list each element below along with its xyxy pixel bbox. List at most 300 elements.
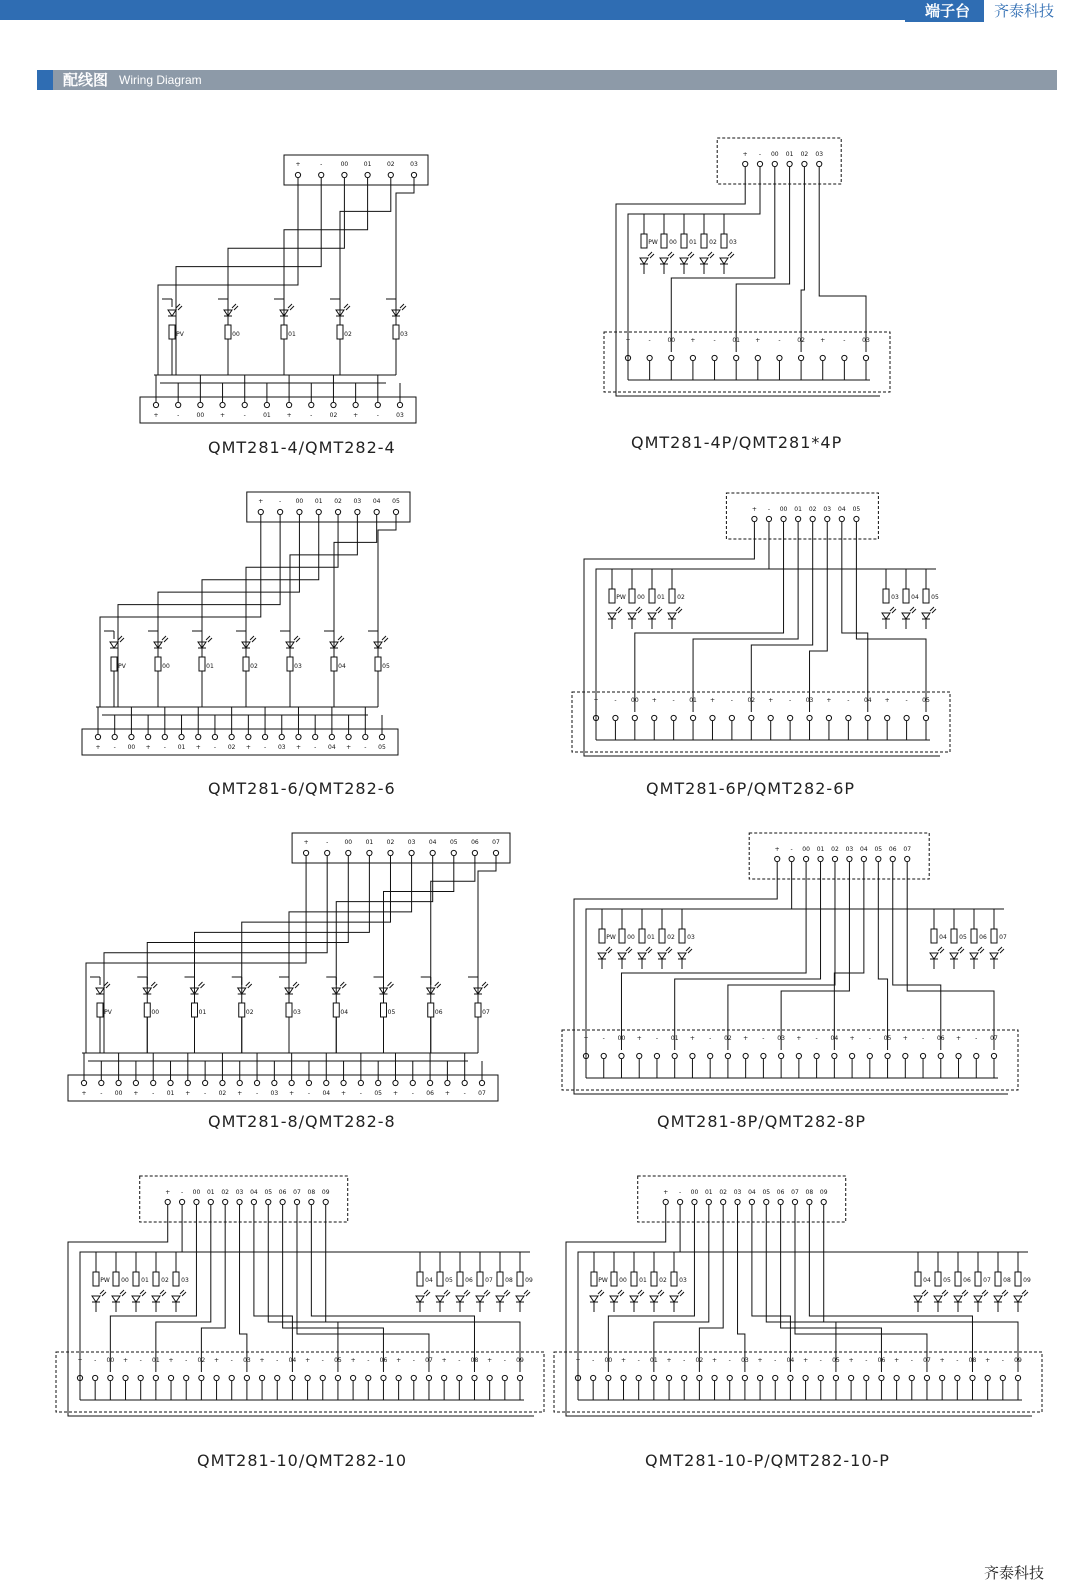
resistor-label: 00 <box>619 1277 627 1284</box>
branch-label: 03 <box>294 663 302 670</box>
led-arrow <box>504 1290 508 1294</box>
led-arrow <box>290 306 294 310</box>
led-arrow <box>160 1290 164 1294</box>
terminal-screw <box>818 1375 823 1380</box>
terminal-screw <box>81 1080 86 1085</box>
resistor <box>1015 1272 1021 1286</box>
terminal-screw <box>825 516 830 521</box>
terminal-screw <box>272 1080 277 1085</box>
terminal-screw <box>286 402 291 407</box>
led-arrow <box>388 982 392 986</box>
terminal-screw <box>636 1375 641 1380</box>
header-company: 齐泰科技 <box>984 0 1066 22</box>
resistor-label: 05 <box>445 1277 453 1284</box>
resistor-label: 06 <box>465 1277 473 1284</box>
terminal-screw <box>591 1375 596 1380</box>
routed-wire <box>289 856 412 1053</box>
signal-wire <box>752 1205 791 1372</box>
lower-pin-label: + <box>743 1035 749 1042</box>
led-arrow <box>162 636 166 640</box>
resistor-label: 05 <box>943 1277 951 1284</box>
bottom-pin-label: 02 <box>218 1090 227 1097</box>
terminal-screw <box>242 402 247 407</box>
led-diode <box>590 1296 598 1302</box>
terminal-screw <box>974 1053 979 1058</box>
top-pin-label: 02 <box>221 1189 229 1196</box>
terminal-screw <box>229 734 234 739</box>
led-diode <box>172 1296 180 1302</box>
led-diode <box>628 613 636 619</box>
terminal-screw <box>632 715 637 720</box>
bottom-pin-label: - <box>213 744 217 751</box>
bottom-pin-label: - <box>463 1090 466 1097</box>
lower-pin-label: 03 <box>243 1357 251 1364</box>
led-diode <box>974 1296 982 1302</box>
terminal-screw <box>244 1375 249 1380</box>
led-diode <box>914 1296 922 1302</box>
led-diode <box>110 642 118 648</box>
top-pin-label: + <box>774 846 780 853</box>
led-arrow <box>206 636 210 640</box>
led-arrow <box>400 304 404 308</box>
terminal-screw <box>351 1375 356 1380</box>
led-diode <box>648 613 656 619</box>
terminal-screw <box>867 1053 872 1058</box>
led-arrow <box>295 984 299 988</box>
led-arrow <box>668 252 672 256</box>
bottom-terminal-strip <box>140 397 416 423</box>
resistor <box>243 657 249 671</box>
bottom-pin-label: + <box>133 1090 139 1097</box>
led-arrow <box>678 1290 682 1294</box>
terminal-screw <box>619 1053 624 1058</box>
terminal-screw <box>817 161 822 166</box>
signal-wire <box>297 1205 429 1372</box>
led-arrow <box>710 254 714 258</box>
led-arrow <box>464 1290 468 1294</box>
bottom-pin-label: 06 <box>426 1090 434 1097</box>
terminal-screw <box>198 402 203 407</box>
led-arrow <box>435 982 439 986</box>
bottom-pin-label: + <box>286 412 292 419</box>
section-title-cn: 配线图 <box>63 71 109 89</box>
resistor-label: 02 <box>659 1277 667 1284</box>
top-pin-label: - <box>326 839 329 846</box>
lower-pin-label: 07 <box>923 1357 931 1364</box>
signal-wire <box>856 522 926 712</box>
bottom-pin-label: 02 <box>329 412 338 419</box>
routed-wire <box>290 515 357 707</box>
terminal-screw <box>621 1375 626 1380</box>
terminal-screw <box>757 1375 762 1380</box>
terminal-screw <box>194 1199 199 1204</box>
signal-wire <box>283 1205 384 1372</box>
resistor <box>375 657 381 671</box>
lower-pin-label: - <box>139 1357 142 1364</box>
terminal-screw <box>721 1199 726 1204</box>
lower-pin-label: 03 <box>777 1035 785 1042</box>
bottom-pin-label: - <box>177 412 180 419</box>
led-arrow <box>382 636 386 640</box>
resistor <box>333 1003 339 1017</box>
diagram-qmt281-10-p <box>554 1176 1048 1420</box>
resistor-label: 01 <box>689 239 697 246</box>
terminal-screw <box>259 1375 264 1380</box>
terminal-screw <box>262 734 267 739</box>
terminal-screw <box>814 1053 819 1058</box>
lower-pin-label: + <box>902 1035 908 1042</box>
led-diode <box>1014 1296 1022 1302</box>
terminal-screw <box>309 1199 314 1204</box>
terminal-screw <box>153 1375 158 1380</box>
terminal-screw <box>708 1053 713 1058</box>
lower-pin-label: + <box>214 1357 220 1364</box>
resistor <box>437 1272 443 1286</box>
terminal-screw <box>710 715 715 720</box>
resistor-label: 04 <box>939 934 947 941</box>
led-arrow <box>122 1292 126 1296</box>
terminal-screw <box>305 1375 310 1380</box>
led-arrow <box>482 982 486 986</box>
terminal-screw <box>798 355 803 360</box>
top-pin-label: 03 <box>845 846 854 853</box>
top-pin-label: 00 <box>344 839 353 846</box>
terminal-screw <box>297 509 302 514</box>
terminal-screw <box>690 1053 695 1058</box>
led-arrow <box>960 949 964 953</box>
bottom-terminal-strip <box>82 729 398 755</box>
terminal-screw <box>956 1053 961 1058</box>
bottom-pin-label: - <box>307 1090 311 1097</box>
lower-pin-label: + <box>593 697 599 704</box>
branch-label: 04 <box>340 1009 349 1016</box>
top-terminal-block <box>284 155 428 185</box>
led-arrow <box>424 1290 428 1294</box>
signal-wire <box>675 862 821 1050</box>
led-arrow <box>402 306 406 310</box>
terminal-screw <box>99 1080 104 1085</box>
terminal-screw <box>671 715 676 720</box>
resistor <box>681 234 687 248</box>
terminal-screw <box>237 1199 242 1204</box>
diagram-qmt281-8p <box>562 833 1024 1098</box>
return-wire <box>616 167 880 396</box>
led-arrow <box>234 306 238 310</box>
bottom-pin-label: 07 <box>478 1090 486 1097</box>
led-arrow <box>524 1290 528 1294</box>
top-pin-label: 04 <box>250 1189 258 1196</box>
resistor-label: 02 <box>667 934 675 941</box>
resistor <box>639 929 645 943</box>
led-arrow <box>998 947 1002 951</box>
resistor-label: PW <box>598 1277 608 1284</box>
led-diode <box>970 953 978 959</box>
led-arrow <box>982 1290 986 1294</box>
terminal-screw <box>876 856 881 861</box>
led-diode <box>950 953 958 959</box>
top-pin-label: 01 <box>365 839 374 846</box>
terminal-screw <box>346 734 351 739</box>
led-arrow <box>1002 1290 1006 1294</box>
resistor <box>517 1272 523 1286</box>
resistor <box>951 929 957 943</box>
routed-wire <box>100 515 261 707</box>
resistor-label: 04 <box>425 1277 433 1284</box>
terminal-screw <box>220 402 225 407</box>
led-arrow <box>942 1290 946 1294</box>
branch-label: 02 <box>245 1009 254 1016</box>
lower-pin-label: 02 <box>197 1357 206 1364</box>
bottom-pin-label: 01 <box>263 412 271 419</box>
terminal-screw <box>457 1375 462 1380</box>
terminal-screw <box>462 1080 467 1085</box>
header-category: 端子台 <box>905 0 984 22</box>
led-arrow <box>250 636 254 640</box>
top-connector-outline <box>638 1176 846 1222</box>
terminal-screw <box>133 1080 138 1085</box>
terminal-screw <box>258 509 263 514</box>
routed-wire <box>431 856 475 1053</box>
routed-wire <box>478 856 496 1053</box>
terminal-screw <box>725 1053 730 1058</box>
signal-wire <box>240 1205 247 1372</box>
terminal-screw <box>251 1199 256 1204</box>
routed-wire <box>158 515 299 707</box>
terminal-screw <box>832 856 837 861</box>
terminal-screw <box>517 1375 522 1380</box>
led-arrow <box>938 947 942 951</box>
terminal-screw <box>821 1199 826 1204</box>
lower-pin-label: + <box>768 697 774 704</box>
terminal-screw <box>651 1375 656 1380</box>
terminal-screw <box>303 850 308 855</box>
led-arrow <box>628 949 632 953</box>
led-diode <box>994 1296 1002 1302</box>
terminal-screw <box>807 715 812 720</box>
lower-pin-label: + <box>849 1035 855 1042</box>
routed-wire <box>340 178 391 375</box>
led-arrow <box>252 638 256 642</box>
resistor-label: 01 <box>657 594 665 601</box>
terminal-screw <box>162 734 167 739</box>
terminal-screw <box>165 1199 170 1204</box>
lower-pin-label: 01 <box>689 697 697 704</box>
caption-qmt281-6: QMT281-6/QMT282-6 <box>208 779 396 798</box>
led-arrow <box>151 982 155 986</box>
top-pin-label: 01 <box>704 1189 713 1196</box>
lower-pin-label: 00 <box>106 1357 115 1364</box>
top-pin-label: - <box>790 846 793 853</box>
terminal-screw <box>768 715 773 720</box>
top-pin-label: 05 <box>762 1189 771 1196</box>
top-pin-label: 01 <box>363 161 372 168</box>
lower-pin-label: - <box>921 1035 925 1042</box>
resistor-label: 02 <box>161 1277 169 1284</box>
terminal-screw <box>864 1375 869 1380</box>
terminal-screw <box>734 355 739 360</box>
terminal-screw <box>735 1199 740 1204</box>
led-arrow <box>526 1292 530 1296</box>
top-pin-label: 04 <box>428 839 437 846</box>
bottom-pin-label: + <box>341 1090 347 1097</box>
top-pin-label: 03 <box>733 1189 742 1196</box>
terminal-screw <box>280 1199 285 1204</box>
signal-wire <box>842 522 868 712</box>
resistor-label: 07 <box>983 1277 991 1284</box>
led-arrow <box>294 636 298 640</box>
terminal-screw <box>208 1199 213 1204</box>
top-pin-label: 03 <box>823 506 832 513</box>
signal-wire <box>766 1205 836 1372</box>
lower-pin-label: + <box>826 697 832 704</box>
led-diode <box>902 613 910 619</box>
lower-pin-label: - <box>789 697 792 704</box>
bottom-pin-label: - <box>364 744 367 751</box>
lower-pin-label: + <box>636 1035 642 1042</box>
branch-label: 00 <box>151 1009 160 1016</box>
terminal-screw <box>761 1053 766 1058</box>
lower-pin-label: + <box>621 1357 627 1364</box>
resistor <box>609 589 615 603</box>
led-arrow <box>686 947 690 951</box>
signal-wire <box>736 167 789 352</box>
lower-pin-label: + <box>894 1357 900 1364</box>
terminal-screw <box>289 1080 294 1085</box>
led-arrow <box>288 304 292 308</box>
top-pin-label: - <box>758 151 762 158</box>
lower-pin-label: + <box>259 1357 265 1364</box>
terminal-screw <box>264 402 269 407</box>
lower-pin-label: 06 <box>379 1357 388 1364</box>
terminal-screw <box>409 850 414 855</box>
resistor <box>611 1272 617 1286</box>
led-arrow <box>688 949 692 953</box>
branch-label: 01 <box>206 663 214 670</box>
led-arrow <box>232 304 236 308</box>
terminal-screw <box>376 1080 381 1085</box>
resistor <box>629 589 635 603</box>
lower-pin-label: + <box>168 1357 174 1364</box>
bottom-pin-label: + <box>220 412 226 419</box>
bottom-pin-label: + <box>95 744 101 751</box>
caption-qmt281-4p: QMT281-4P/QMT281*4P <box>631 433 843 452</box>
bottom-pin-label: + <box>346 744 352 751</box>
terminal-screw <box>266 1199 271 1204</box>
led-diode <box>650 1296 658 1302</box>
diagram-qmt281-4p <box>604 138 896 400</box>
terminal-screw <box>764 1199 769 1204</box>
lower-pin-label: + <box>575 1357 581 1364</box>
top-pin-label: + <box>258 498 264 505</box>
terminal-screw <box>296 734 301 739</box>
routed-wire <box>176 178 321 375</box>
led-arrow <box>922 1290 926 1294</box>
led-diode <box>678 953 686 959</box>
resistor-label: 03 <box>679 1277 687 1284</box>
top-pin-label: 00 <box>340 161 349 168</box>
terminal-screw <box>970 1375 975 1380</box>
led-arrow <box>600 1292 604 1296</box>
signal-wire <box>699 1205 723 1372</box>
lower-connector-outline <box>562 1030 1018 1090</box>
lower-pin-label: 03 <box>741 1357 749 1364</box>
resistor <box>286 1003 292 1017</box>
branch-label: PV <box>118 663 126 670</box>
lower-pin-label: - <box>276 1357 279 1364</box>
signal-wire <box>654 1205 709 1372</box>
led-arrow <box>390 984 394 988</box>
lower-pin-label: - <box>1001 1357 1004 1364</box>
led-arrow <box>506 1292 510 1296</box>
led-diode <box>934 1296 942 1302</box>
resistor <box>93 1272 99 1286</box>
terminal-screw <box>138 1375 143 1380</box>
led-arrow <box>638 609 642 613</box>
led-arrow <box>962 1290 966 1294</box>
led-arrow <box>153 984 157 988</box>
terminal-screw <box>294 1199 299 1204</box>
signal-wire <box>781 1205 882 1372</box>
bottom-pin-label: - <box>152 1090 155 1097</box>
lower-pin-label: - <box>865 1357 868 1364</box>
terminal-screw <box>803 1375 808 1380</box>
resistor-label: 06 <box>979 934 987 941</box>
terminal-screw <box>393 1080 398 1085</box>
routed-wire <box>246 515 338 707</box>
caption-qmt281-6p: QMT281-6P/QMT282-6P <box>646 779 856 798</box>
lower-pin-label: - <box>910 1357 913 1364</box>
top-terminal-block <box>292 833 510 863</box>
lower-pin-label: 08 <box>470 1357 479 1364</box>
terminal-screw <box>743 1053 748 1058</box>
lower-pin-label: - <box>637 1357 640 1364</box>
terminal-screw <box>985 1375 990 1380</box>
caption-qmt281-10: QMT281-10/QMT282-10 <box>197 1451 408 1470</box>
terminal-screw <box>275 1375 280 1380</box>
lower-pin-label: 01 <box>732 337 741 344</box>
top-pin-label: 02 <box>334 498 342 505</box>
terminal-screw <box>727 1375 732 1380</box>
led-diode <box>112 1296 120 1302</box>
routed-wire <box>86 856 306 1053</box>
led-arrow <box>620 1292 624 1296</box>
terminal-screw <box>788 1375 793 1380</box>
led-arrow <box>176 304 180 308</box>
terminal-screw <box>755 355 760 360</box>
return-wire <box>566 1205 1032 1416</box>
lower-pin-label: - <box>730 697 733 704</box>
led-arrow <box>980 949 984 953</box>
terminal-screw <box>290 1375 295 1380</box>
terminal-screw <box>196 734 201 739</box>
led-diode <box>922 613 930 619</box>
lower-pin-label: - <box>503 1357 506 1364</box>
terminal-screw <box>865 715 870 720</box>
lower-pin-label: + <box>625 337 631 344</box>
resistor <box>144 1003 150 1017</box>
resistor-label: 01 <box>141 1277 149 1284</box>
top-pin-label: 01 <box>206 1189 215 1196</box>
bottom-pin-label: + <box>153 412 159 419</box>
top-pin-label: 00 <box>779 506 788 513</box>
terminal-screw <box>151 1080 156 1085</box>
terminal-screw <box>319 172 324 177</box>
lower-pin-label: - <box>367 1357 370 1364</box>
caption-qmt281-10-p: QMT281-10-P/QMT282-10-P <box>645 1451 890 1470</box>
resistor-label: 05 <box>931 594 939 601</box>
led-arrow <box>626 947 630 951</box>
bottom-pin-label: + <box>444 1090 450 1097</box>
